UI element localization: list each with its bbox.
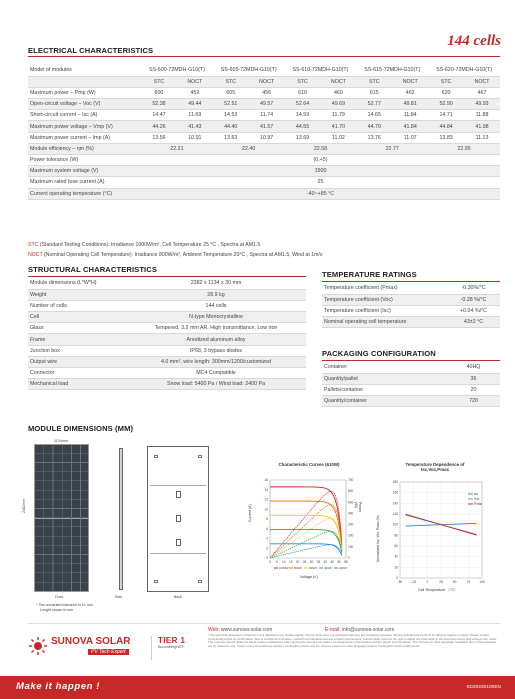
row-label: Quantity/container <box>322 396 447 407</box>
structural-table <box>28 278 306 390</box>
condition-label: STC <box>285 76 321 87</box>
noct-text: (Nominal Operating Cell Temperature): Irradiance 800W/m², Ambient Temperature 20°C , Spectra at AM1.5, Wind at 1m/s <box>44 252 323 258</box>
web-contact <box>208 627 272 633</box>
row-value: 41.43 <box>177 121 213 132</box>
row-label: Pallets/container <box>322 384 447 395</box>
efficiency-value: 22.58 <box>285 143 357 154</box>
y-tick-label: 180 <box>392 480 398 484</box>
row-value: 11.88 <box>464 110 500 121</box>
iv-ylabel: Current (A) <box>248 504 252 522</box>
x-tick-label: 35 <box>316 560 321 564</box>
row-value: 49.93 <box>464 99 500 110</box>
row-value: -0.30%/°C <box>447 283 500 294</box>
row-value: 600 <box>141 87 177 98</box>
table-row <box>28 110 500 121</box>
table-row <box>28 99 500 110</box>
footer-divider <box>28 623 500 624</box>
row-value: Tempered, 3.2 mm AR, High transmittance, Low iron <box>126 323 306 334</box>
email-label: E-mail: <box>325 627 341 633</box>
table-row <box>28 87 500 98</box>
row-value: 144 cells <box>126 300 306 311</box>
iv-curve-chart <box>250 462 368 582</box>
structural-divider <box>28 276 306 277</box>
stc-text: (Standard Testing Conditions): Irradiance 1000W/m², Cell Temperature 25 °C , Spectra at AM1.5 <box>39 242 261 248</box>
row-value: 41.98 <box>464 121 500 132</box>
x-tick-label: 50 <box>452 580 457 584</box>
table-row <box>28 345 306 356</box>
row-value: 463 <box>392 87 428 98</box>
cells-title: 144 cells <box>447 33 501 49</box>
stc-note <box>28 242 260 248</box>
temp-chart-svg <box>380 462 490 597</box>
row-value: 13.83 <box>428 132 464 143</box>
condition-label: STC <box>356 76 392 87</box>
email-link[interactable]: info@sunova-solar.com <box>341 627 395 633</box>
temp-chart-title: Temperature Dependence of <box>405 462 465 467</box>
row-value: 11.84 <box>392 110 428 121</box>
x-tick-label: 45 <box>330 560 334 564</box>
row-label: Cell <box>28 312 126 323</box>
condition-label: NOCT <box>177 76 213 87</box>
row-value: 41.70 <box>320 121 356 132</box>
y-tick-label: 14 <box>264 487 268 492</box>
table-row <box>28 166 500 177</box>
brand-logo <box>28 633 143 661</box>
row-value: 14.47 <box>141 110 177 121</box>
x-tick-label: 25 <box>302 560 307 564</box>
sun-logo-icon <box>28 636 48 656</box>
front-label: Front <box>55 595 64 599</box>
y2-tick-label: 700 <box>348 478 354 482</box>
row-label: Container <box>322 362 447 373</box>
table-row <box>28 188 500 199</box>
row-label: Maximum power – Pmp (W) <box>28 87 141 98</box>
model-name: SS-615-72MDH-G10(T) <box>356 65 428 76</box>
y-tick-label: 40 <box>394 554 398 559</box>
model-name: SS-620-72MDH-G10(T) <box>428 65 500 76</box>
table-row <box>28 368 306 379</box>
row-value: Snow load: 5400 Pa / Wind load: 2400 Pa <box>126 379 306 390</box>
row-value: 13.76 <box>356 132 392 143</box>
row-value: 11.69 <box>177 110 213 121</box>
row-value: 44.84 <box>428 121 464 132</box>
row-value: 10.97 <box>249 132 285 143</box>
row-label: Nominal operating cell temperature <box>322 317 447 328</box>
table-row <box>28 132 500 143</box>
y-tick-label: 8 <box>266 517 268 521</box>
x-tick-label: 55 <box>344 560 348 564</box>
row-value: 605 <box>213 87 249 98</box>
y-tick-label: 100 <box>392 522 398 527</box>
y-tick-label: 4 <box>266 536 268 541</box>
row-label: Short-circuit current – Isc (A) <box>28 110 141 121</box>
row-value: IP68, 3 bypass diodes <box>126 345 306 356</box>
electrical-title: ELECTRICAL CHARACTERISTICS <box>28 46 154 55</box>
row-label: Number of cells <box>28 300 126 311</box>
condition-label: STC <box>428 76 464 87</box>
row-value: 36 <box>447 373 500 384</box>
iv-chart-svg <box>250 462 368 582</box>
temperature-chart <box>376 462 490 597</box>
noct-key: NOCT <box>28 252 43 258</box>
model-name: SS-610-72MDH-G10(T) <box>285 65 357 76</box>
efficiency-value: 22.77 <box>356 143 428 154</box>
dimensions-title: MODULE DIMENSIONS (MM) <box>28 424 134 433</box>
table-row <box>28 177 500 188</box>
x-tick-label: 15 <box>288 560 293 564</box>
side-label: Side <box>115 595 123 599</box>
x-tick-label: 20 <box>295 560 300 564</box>
row-value: 11.02 <box>320 132 356 143</box>
model-name: SS-605-72MDH-G10(T) <box>213 65 285 76</box>
y-tick-label: 6 <box>266 526 268 531</box>
row-value: 1500 <box>141 166 500 177</box>
row-label: Open-circuit voltage – Voc (V) <box>28 99 141 110</box>
row-label: Glass <box>28 323 126 334</box>
slogan: Make it happen ! <box>16 681 101 692</box>
row-value: 720 <box>447 396 500 407</box>
row-value: -0.28 %/°C <box>447 294 500 305</box>
table-row <box>322 396 500 407</box>
logo-divider <box>151 636 152 660</box>
row-value: 456 <box>249 87 285 98</box>
tier-label: TIER 1 <box>158 636 186 645</box>
table-row <box>28 289 306 300</box>
condition-label: NOCT <box>320 76 356 87</box>
condition-label: NOCT <box>392 76 428 87</box>
row-value: 49.81 <box>392 99 428 110</box>
y2-tick-label: 100 <box>348 544 354 549</box>
y-tick-label: 10 <box>264 507 268 512</box>
row-value: 52.77 <box>356 99 392 110</box>
row-value: N-type Monocrystalline <box>126 312 306 323</box>
row-value: 14.71 <box>428 110 464 121</box>
back-label: Back <box>174 595 182 599</box>
legend-label: Voc <box>474 497 480 501</box>
packaging-divider <box>322 360 500 361</box>
web-label: Web: <box>208 627 220 633</box>
row-value: (0,+5) <box>141 155 500 166</box>
row-value: 11.79 <box>320 110 356 121</box>
x-tick-label: 30 <box>309 560 314 564</box>
table-row <box>28 379 306 390</box>
table-row <box>322 294 500 305</box>
packaging-title: PACKAGING CONFIGURATION <box>322 349 436 358</box>
packaging-table <box>322 362 500 407</box>
brand-name: SUNOVA SOLAR <box>51 636 131 647</box>
efficiency-value: 22.21 <box>141 143 213 154</box>
document-code: SD20240100EN <box>466 685 501 690</box>
legend-label: Isc <box>474 492 479 496</box>
row-value: 49.44 <box>177 99 213 110</box>
y-tick-label: 120 <box>392 512 398 516</box>
x-tick-label: 10 <box>282 560 286 564</box>
row-label: Mechanical load <box>28 379 126 390</box>
row-label: Power tolerance (W) <box>28 155 141 166</box>
row-label: Maximum power current – Imp (A) <box>28 132 141 143</box>
width-dimension: 1134mm <box>54 439 68 443</box>
x-tick-label: -25 <box>411 580 416 584</box>
y-tick-label: 16 <box>264 478 268 482</box>
row-label: Frame <box>28 334 126 345</box>
x-tick-label: 50 <box>337 560 341 564</box>
table-row <box>322 384 500 395</box>
stc-key: STC <box>28 242 39 248</box>
temp-ylabel: Normalized Isc, Voc, Pmax (%) <box>376 515 380 562</box>
efficiency-label: Module efficiency – ηm (%) <box>28 143 141 154</box>
row-label: Module dimensions (L*W*H) <box>28 278 126 289</box>
row-value: 10.91 <box>177 132 213 143</box>
table-row <box>322 305 500 316</box>
y-tick-label: 20 <box>394 565 398 570</box>
x-tick-label: 0 <box>426 580 429 584</box>
table-row <box>28 312 306 323</box>
row-value: 14.53 <box>213 110 249 121</box>
row-value: 52.64 <box>285 99 321 110</box>
x-tick-label: 5 <box>276 560 278 564</box>
row-label: Quantity/pallet <box>322 373 447 384</box>
row-value: 14.59 <box>285 110 321 121</box>
condition-label: STC <box>213 76 249 87</box>
x-tick-label: -50 <box>397 580 403 584</box>
row-value: 620 <box>428 87 464 98</box>
y2-tick-label: 300 <box>348 522 354 527</box>
x-tick-label: 100 <box>479 580 485 584</box>
noct-note <box>28 252 322 258</box>
row-value: 25 <box>141 177 500 188</box>
x-tick-label: 0 <box>269 560 271 564</box>
brand-tagline: PV Tech Expert <box>88 649 129 655</box>
table-row <box>322 317 500 328</box>
efficiency-value: 22.95 <box>428 143 500 154</box>
row-value: 4.0 mm², wire length: 300mm/1200/customized <box>126 356 306 367</box>
x-tick-label: 25 <box>439 580 443 584</box>
legend-label: 200W <box>339 566 347 570</box>
row-label: Connector <box>28 368 126 379</box>
y2-tick-label: 600 <box>348 489 354 494</box>
row-value: 43±2 °C <box>447 317 500 328</box>
table-row <box>28 121 500 132</box>
row-value: 52.51 <box>213 99 249 110</box>
model-label: Model of modules <box>28 65 141 76</box>
row-label: Junction box <box>28 345 126 356</box>
row-label: Temperature coefficient (Pmax) <box>322 283 447 294</box>
structural-title: STRUCTURAL CHARACTERISTICS <box>28 265 158 274</box>
side-view <box>119 448 123 590</box>
y2-tick-label: 200 <box>348 533 354 538</box>
row-value: 11.13 <box>464 132 500 143</box>
y-tick-label: 2 <box>266 546 268 551</box>
table-row <box>28 356 306 367</box>
x-tick-label: 75 <box>466 580 471 584</box>
y2-tick-label: 500 <box>348 500 354 505</box>
row-label: Temperature coefficient (Isc) <box>322 305 447 316</box>
table-row <box>28 155 500 166</box>
row-value: 13.63 <box>213 132 249 143</box>
condition-label: NOCT <box>249 76 285 87</box>
row-value: 49.69 <box>320 99 356 110</box>
row-label: Weight <box>28 289 126 300</box>
y-tick-label: 0 <box>266 556 268 560</box>
temperature-table <box>322 283 500 328</box>
row-value: 14.65 <box>356 110 392 121</box>
row-value: Anodized aluminum alloy <box>126 334 306 345</box>
tolerance-note: * The unmarked tolerance is ±1 mm <box>36 603 93 607</box>
legend-label: 400W <box>324 566 332 570</box>
temperature-divider <box>322 281 500 282</box>
y2-tick-label: 400 <box>348 511 354 516</box>
electrical-divider <box>28 56 500 57</box>
x-tick-label: 40 <box>323 560 328 564</box>
table-row <box>28 278 306 289</box>
y-tick-label: 160 <box>392 490 398 495</box>
table-row <box>28 323 306 334</box>
temp-xlabel: Cell Temperature （°C） <box>418 588 458 592</box>
front-view <box>34 444 89 592</box>
model-row <box>28 65 500 76</box>
row-value: MC4 Compatible <box>126 368 306 379</box>
efficiency-row <box>28 143 500 154</box>
row-label: Temperature coefficient (Voc) <box>322 294 447 305</box>
row-value: 2382 x 1134 x 30 mm <box>126 278 306 289</box>
legend-label: 600W <box>309 566 317 570</box>
temp-chart-subtitle: Isc,Voc,Pmax <box>421 467 449 472</box>
y-tick-label: 0 <box>396 576 398 580</box>
legend-label: 1000W <box>279 566 289 570</box>
row-value: +0.04 %/°C <box>447 305 500 316</box>
legend-label: Pmax <box>474 502 483 506</box>
condition-label: NOCT <box>464 76 500 87</box>
web-link[interactable]: www.sunova-solar.com <box>220 627 273 633</box>
row-value: 28.9 kg <box>126 289 306 300</box>
row-value: 20 <box>447 384 500 395</box>
condition-row <box>28 76 500 87</box>
iv-chart-title: Characteristic Curves (610W) <box>278 462 340 467</box>
row-value: 610 <box>285 87 321 98</box>
y-tick-label: 60 <box>394 544 398 548</box>
condition-label: STC <box>141 76 177 87</box>
table-row <box>322 283 500 294</box>
row-value: 615 <box>356 87 392 98</box>
row-value: 452 <box>177 87 213 98</box>
row-value: 11.07 <box>392 132 428 143</box>
row-value: 41.57 <box>249 121 285 132</box>
row-value: 44.40 <box>213 121 249 132</box>
row-value: 44.55 <box>285 121 321 132</box>
row-value: 460 <box>320 87 356 98</box>
email-contact <box>325 627 394 633</box>
temperature-title: TEMPERATURE RATINGS <box>322 270 417 279</box>
row-value: 44.26 <box>141 121 177 132</box>
iv-y2label: Power (W) <box>354 502 362 513</box>
iv-xlabel: Voltage (V) <box>300 575 318 579</box>
row-value: 49.57 <box>249 99 285 110</box>
y-tick-label: 80 <box>394 533 398 538</box>
row-value: 41.84 <box>392 121 428 132</box>
row-label: Current operating temperature (°C) <box>28 188 141 199</box>
row-value: 467 <box>464 87 500 98</box>
model-name: SS-600-72MDH-G10(T) <box>141 65 213 76</box>
row-label: Output wire <box>28 356 126 367</box>
row-value: 52.38 <box>141 99 177 110</box>
table-row <box>322 373 500 384</box>
row-value: -40~+85 °C <box>141 188 500 199</box>
row-label: Maximum rated fuse current (A) <box>28 177 141 188</box>
row-value: 11.74 <box>249 110 285 121</box>
tier-badge <box>158 636 198 660</box>
table-row <box>28 300 306 311</box>
row-label: Maximum system voltage (V) <box>28 166 141 177</box>
back-view <box>147 446 209 592</box>
table-row <box>28 334 306 345</box>
electrical-table <box>28 65 500 200</box>
row-value: 44.70 <box>356 121 392 132</box>
efficiency-value: 22.40 <box>213 143 285 154</box>
row-value: 13.69 <box>285 132 321 143</box>
table-row <box>322 362 500 373</box>
y2-tick-label: 0 <box>348 556 350 560</box>
row-label: Maximum power voltage – Vmp (V) <box>28 121 141 132</box>
length-note: Length shown in mm <box>40 608 74 612</box>
y-tick-label: 140 <box>392 501 398 506</box>
length-dimension: 2382mm <box>22 499 26 513</box>
row-value: 52.90 <box>428 99 464 110</box>
row-value: 13.56 <box>141 132 177 143</box>
legend-label: 800W <box>294 566 302 570</box>
disclaimer: * The technical parameters contained in this datasheet may deviate slightly. Sunova Solar does not guarantee that they are completely accurate. Varying optimal data could be for different regions or power. Please contact commercial people for confirmation. Due to continuous innovation, research and development and product improvement, Sunova Solar reserves the right to adjust the information in the document at any time without prior notice. The customer should obtain the latest version of datasheet when signing the contract and make it an integral part of the binding contract signed by both parties. The Chinese (or other language) translation files of this datasheet are for reference only. If there is any inconsistency between the English version and the Chinese version (or other language version), the English version shall prevail. <box>208 634 498 648</box>
row-value: 40HQ <box>447 362 500 373</box>
y-tick-label: 12 <box>264 497 268 502</box>
tier-source: BloombergNEF <box>158 645 184 649</box>
